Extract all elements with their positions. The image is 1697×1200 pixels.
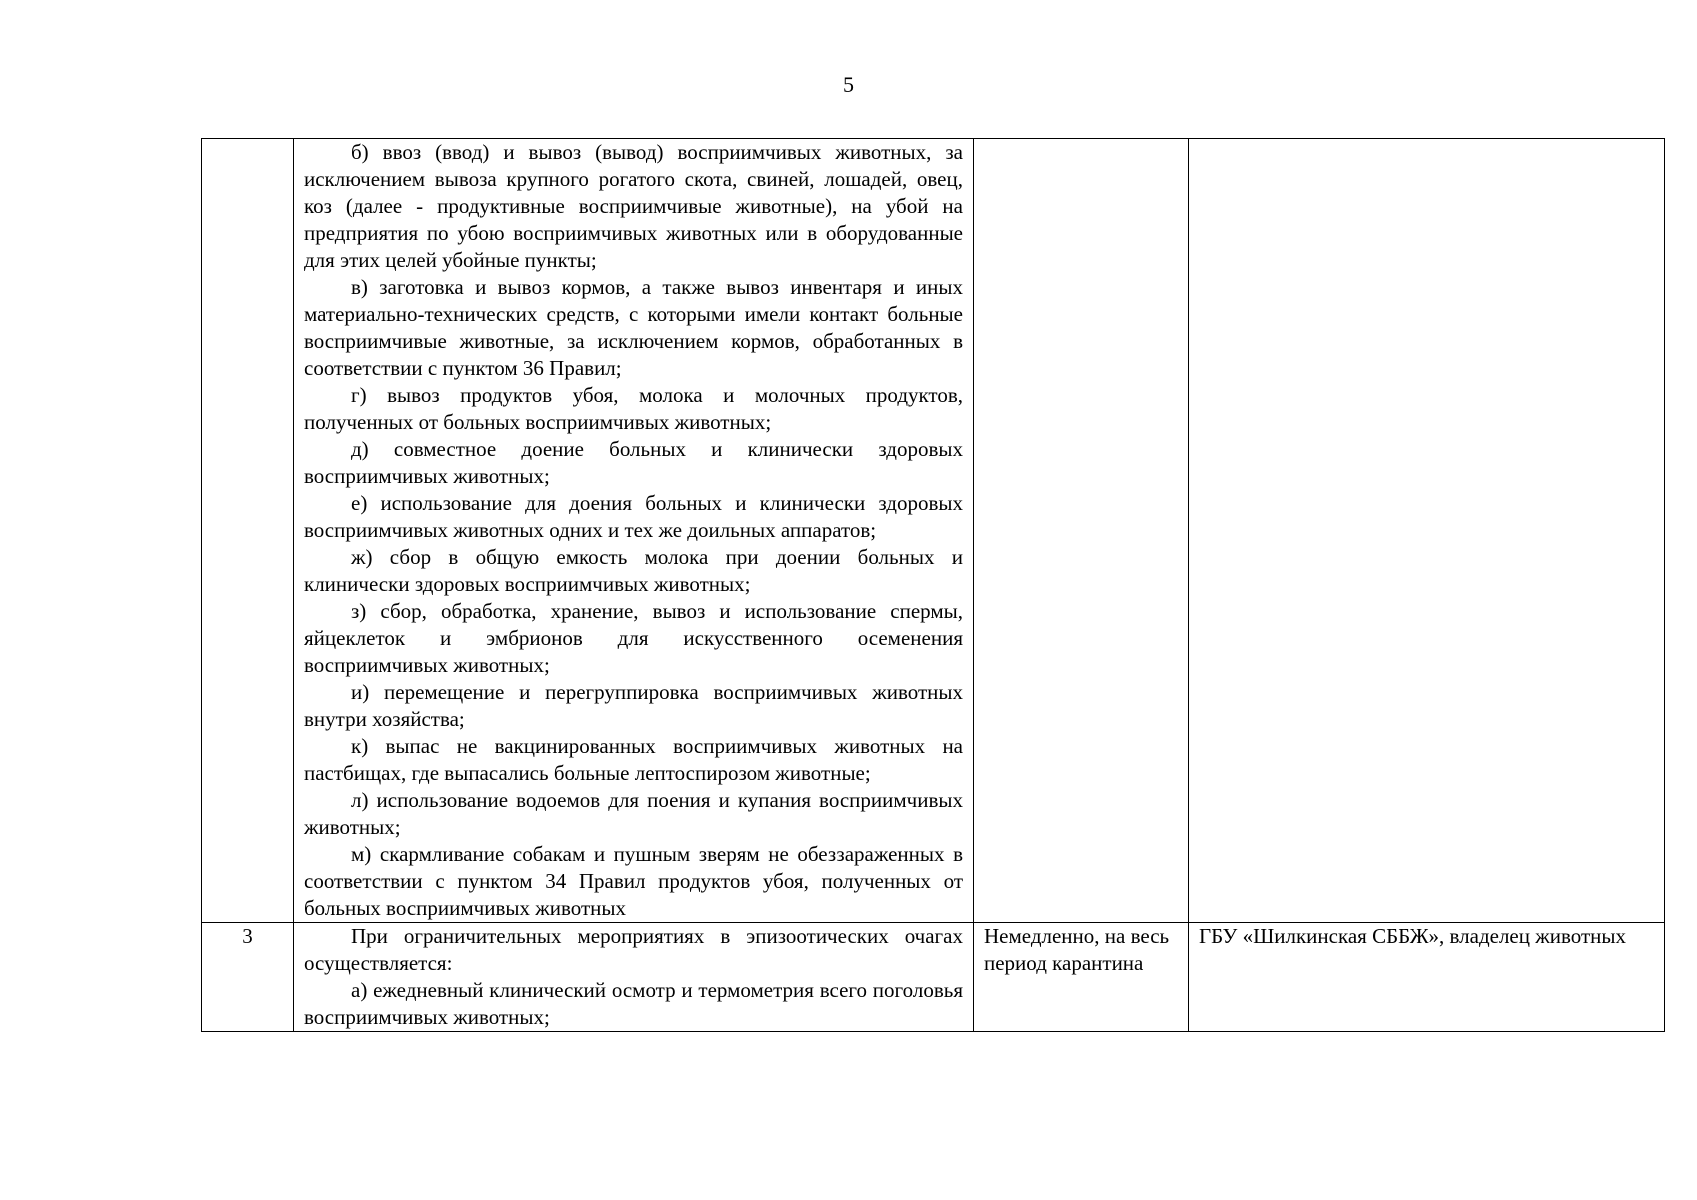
measure-paragraph: г) вывоз продуктов убоя, молока и молочных продуктов, полученных от больных восприимчивых животных;	[304, 383, 963, 434]
measure-paragraph: д) совместное доение больных и клинически здоровых восприимчивых животных;	[304, 437, 963, 488]
measure-paragraph: з) сбор, обработка, хранение, вывоз и использование спермы, яйцеклеток и эмбрионов для искусственного осеменения восприимчивых животных;	[304, 599, 963, 677]
measures-table	[201, 138, 1665, 1032]
measure-paragraph: е) использование для доения больных и клинически здоровых восприимчивых животных одних и тех же доильных аппаратов;	[304, 491, 963, 542]
row-number-cell	[202, 139, 294, 923]
measure-paragraph: м) скармливание собакам и пушным зверям не обеззараженных в соответствии с пунктом 34 Правил продуктов убоя, полученных от больных восприимчивых животных	[304, 842, 963, 920]
measure-paragraph: ж) сбор в общую емкость молока при доении больных и клинически здоровых восприимчивых животных;	[304, 545, 963, 596]
term-cell: Немедленно, на весь период карантина	[974, 923, 1189, 1032]
table-row	[202, 923, 1665, 1032]
responsible-cell: ГБУ «Шилкинская СББЖ», владелец животных	[1189, 923, 1665, 1032]
table-row	[202, 139, 1665, 923]
measure-paragraph: л) использование водоемов для поения и купания восприимчивых животных;	[304, 788, 963, 839]
responsible-cell	[1189, 139, 1665, 923]
measure-paragraph: При ограничительных мероприятиях в эпизоотических очагах осуществляется:	[304, 924, 963, 975]
term-cell	[974, 139, 1189, 923]
page-number: 5	[843, 72, 854, 97]
measure-paragraph: и) перемещение и перегруппировка восприимчивых животных внутри хозяйства;	[304, 680, 963, 731]
measure-text-cell	[294, 139, 974, 923]
measure-paragraph: б) ввоз (ввод) и вывоз (вывод) восприимчивых животных, за исключением вывоза крупного рогатого скота, свиней, лошадей, овец, коз (далее - продуктивные восприимчивые животные), на убой на предприятия по убою восприимчивых животных или в оборудованные для этих целей убойные пункты;	[304, 140, 963, 272]
measure-paragraph: а) ежедневный клинический осмотр и термометрия всего поголовья восприимчивых животных;	[304, 978, 963, 1029]
measure-text-cell	[294, 923, 974, 1032]
measure-paragraph: к) выпас не вакцинированных восприимчивых животных на пастбищах, где выпасались больные лептоспирозом животные;	[304, 734, 963, 785]
row-number-cell: 3	[202, 923, 294, 1032]
measure-paragraph: в) заготовка и вывоз кормов, а также вывоз инвентаря и иных материально-технических средств, с которыми имели контакт больные восприимчивые животные, за исключением кормов, обработанных в соответствии с пунктом 36 Правил;	[304, 275, 963, 380]
